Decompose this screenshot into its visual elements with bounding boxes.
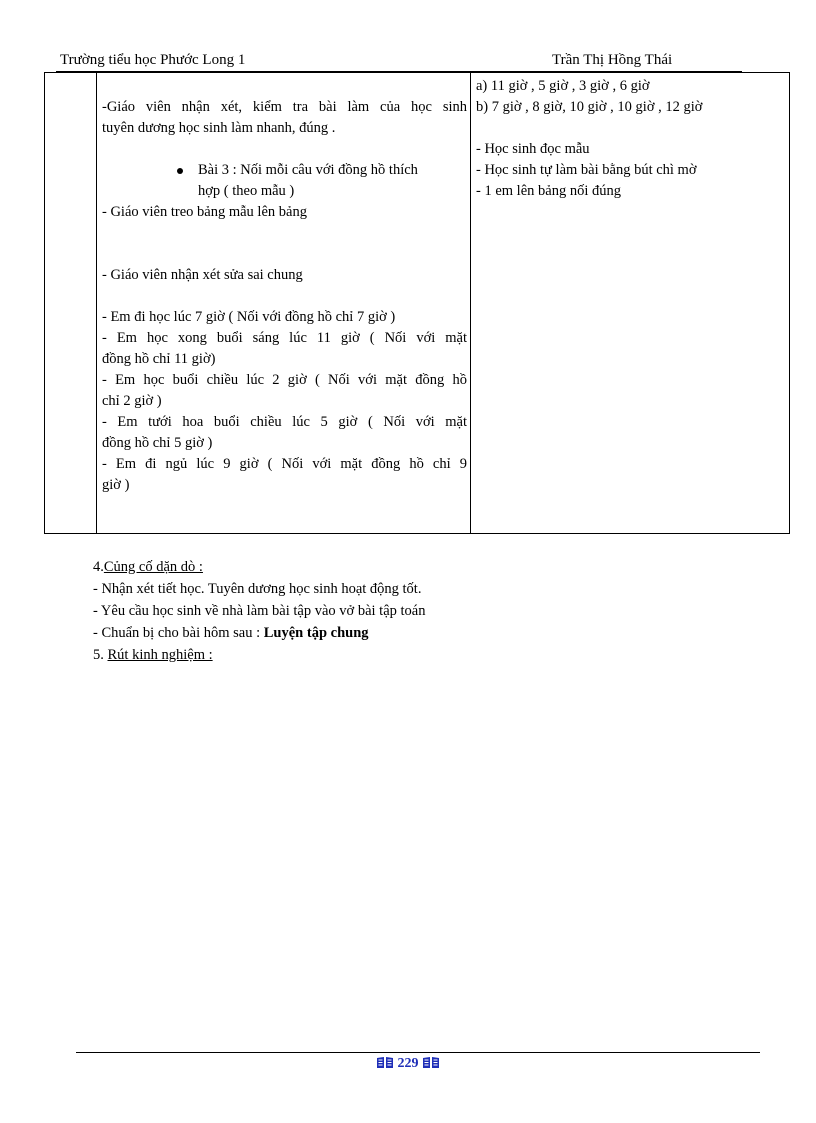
column-divider-2: [470, 73, 471, 533]
answer-a: a) 11 giờ , 5 giờ , 3 giờ , 6 giờ: [476, 78, 650, 94]
sentence-item: - Em học xong buổi sáng lúc 11 giờ ( Nối với mặt: [102, 330, 467, 346]
sentence-item: đồng hồ chỉ 5 giờ ): [102, 435, 213, 451]
closing-section: [93, 556, 553, 666]
answer-b: b) 7 giờ , 8 giờ, 10 giờ , 10 giờ , 12 giờ: [476, 99, 703, 115]
footer-divider: [76, 1052, 760, 1053]
section-5-title: Rút kinh nghiệm :: [107, 647, 213, 663]
closing-item: - Yêu cầu học sinh về nhà làm bài tập vào vở bài tập toán: [93, 603, 426, 619]
prep-lesson: Luyện tập chung: [263, 625, 369, 641]
lesson-table: [44, 72, 790, 534]
page-number: 229: [397, 1056, 419, 1071]
teacher-line: - Giáo viên treo bảng mẫu lên bảng: [102, 204, 307, 220]
school-name: Trường tiểu học Phước Long 1: [60, 52, 246, 68]
sentence-item: - Em tưới hoa buổi chiều lúc 5 giờ ( Nối với mặt: [102, 414, 467, 430]
page-footer: [0, 1056, 816, 1074]
teacher-line: - Giáo viên nhận xét sửa sai chung: [102, 267, 303, 283]
closing-item: [93, 622, 553, 644]
bai3-title: Bài 3 : Nối mỗi câu với đồng hồ thích: [198, 162, 418, 178]
sentence-item: - Em đi học lúc 7 giờ ( Nối với đồng hồ chỉ 7 giờ ): [102, 309, 396, 325]
book-icon: [422, 1056, 440, 1074]
bai3-title-cont: hợp ( theo mẫu ): [198, 183, 295, 199]
sentence-item: đồng hồ chỉ 11 giờ): [102, 351, 216, 367]
teacher-line: -Giáo viên nhận xét, kiểm tra bài làm của học sinh: [102, 99, 467, 115]
closing-item: - Nhận xét tiết học. Tuyên dương học sinh hoạt động tốt.: [93, 581, 422, 597]
student-activities-column: [476, 76, 786, 202]
sentence-item: - Em đi ngủ lúc 9 giờ ( Nối với mặt đồng hồ chỉ 9: [102, 456, 467, 472]
column-divider-1: [96, 73, 97, 533]
section-5-heading: [93, 644, 553, 666]
bullet-icon: [177, 168, 183, 174]
sentence-item: - Em học buổi chiều lúc 2 giờ ( Nối với mặt đồng hồ: [102, 372, 467, 388]
teacher-activities-column: [102, 97, 467, 496]
student-activity: - Học sinh đọc mẫu: [476, 141, 590, 157]
student-activity: - Học sinh tự làm bài bằng bút chì mờ: [476, 162, 697, 178]
sentence-item: chỉ 2 giờ ): [102, 393, 162, 409]
teacher-name: Trần Thị Hồng Thái: [552, 52, 673, 68]
section-5-number: 5.: [93, 647, 108, 663]
section-4-number: 4.: [93, 559, 104, 575]
teacher-line: tuyên dương học sinh làm nhanh, đúng .: [102, 120, 336, 136]
section-4-title: Củng cố dặn dò :: [103, 559, 203, 575]
section-4-heading: [93, 556, 553, 578]
page-header: [56, 50, 742, 72]
prep-prefix: - Chuẩn bị cho bài hôm sau :: [93, 625, 264, 641]
student-activity: - 1 em lên bảng nối đúng: [476, 183, 621, 199]
book-icon: [376, 1056, 394, 1074]
sentence-item: giờ ): [102, 477, 130, 493]
bai3-item: [102, 160, 467, 202]
